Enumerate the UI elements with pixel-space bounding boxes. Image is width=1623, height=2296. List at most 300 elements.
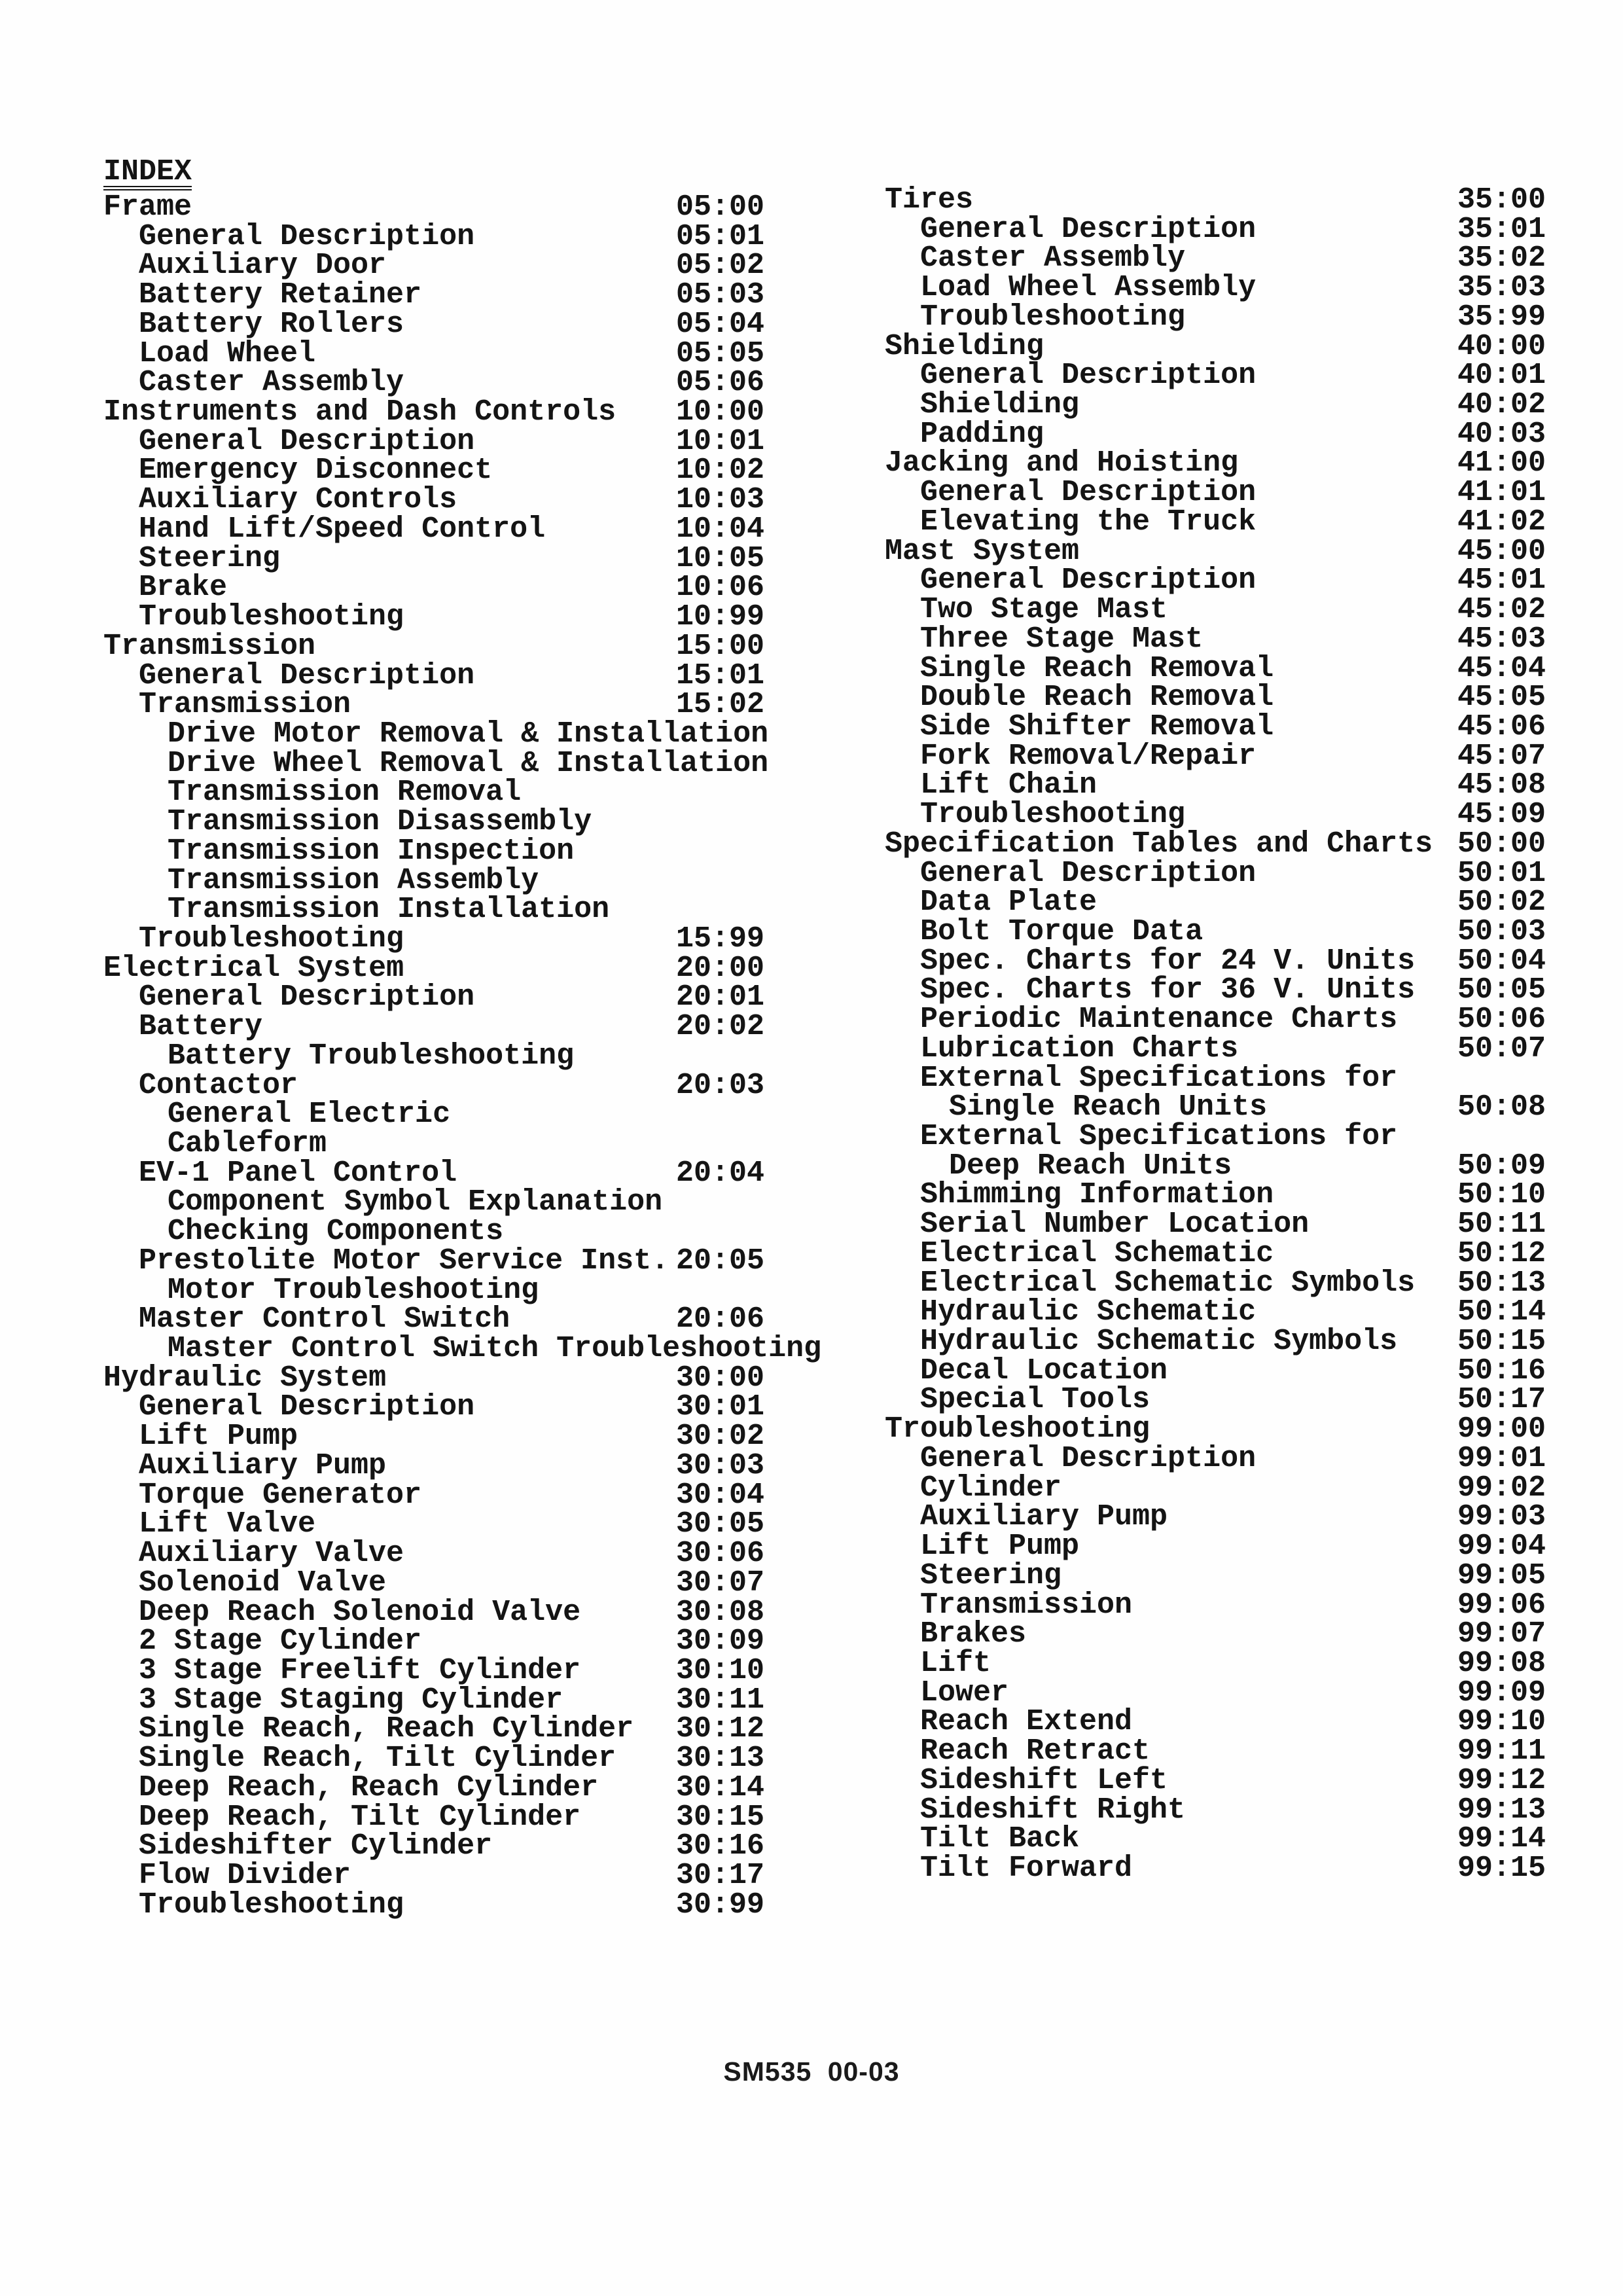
entry-label: Motor Troubleshooting <box>168 1273 539 1307</box>
index-row <box>103 1361 764 1395</box>
entry-label: Bolt Torque Data <box>920 914 1204 948</box>
index-row <box>885 478 1546 508</box>
entry-label: Brakes <box>920 1617 1027 1651</box>
entry-code: 30:13 <box>675 1742 764 1776</box>
entry-label: Deep Reach Units <box>949 1149 1232 1183</box>
entry-label: Lift Valve <box>139 1507 316 1541</box>
index-row <box>103 368 764 398</box>
entry-label: Single Reach Units <box>949 1090 1268 1124</box>
entry-label: Electrical System <box>103 951 404 985</box>
entry-label: Lift Pump <box>920 1530 1080 1564</box>
index-row <box>885 1532 1546 1562</box>
index-row <box>885 417 1546 451</box>
entry-label: Load Wheel Assembly <box>920 271 1257 305</box>
index-row <box>103 573 764 603</box>
index-row <box>885 827 1546 861</box>
index-row <box>885 271 1546 305</box>
index-row <box>103 600 764 634</box>
index-column-right <box>885 183 1546 1885</box>
index-row <box>885 244 1546 274</box>
entry-label: Load Wheel <box>139 336 316 370</box>
index-row <box>885 1412 1546 1446</box>
entry-code: 15:01 <box>675 658 764 692</box>
entry-code: 45:08 <box>1457 768 1546 802</box>
entry-label: Shielding <box>920 388 1080 422</box>
entry-label: Instruments and Dash Controls <box>103 395 616 429</box>
entry-code: 30:16 <box>675 1829 764 1863</box>
entry-label: Contactor <box>139 1068 298 1102</box>
index-row <box>103 951 764 985</box>
index-row <box>103 1185 764 1219</box>
index-row <box>103 1068 764 1102</box>
entry-label: Troubleshooting <box>920 798 1186 832</box>
entry-label: General Description <box>920 564 1257 598</box>
index-row <box>103 895 764 925</box>
entry-code: 05:04 <box>675 307 764 341</box>
entry-label: 2 Stage Cylinder <box>139 1624 422 1659</box>
index-row <box>103 778 764 808</box>
entry-code: 30:06 <box>675 1537 764 1571</box>
entry-label: Transmission Inspection <box>168 834 575 868</box>
entry-code: 50:15 <box>1457 1325 1546 1359</box>
index-row <box>103 456 764 486</box>
entry-label: Prestolite Motor Service Inst. <box>139 1244 669 1278</box>
index-row <box>885 800 1546 830</box>
index-row <box>885 944 1546 978</box>
entry-label: Periodic Maintenance Charts <box>920 1003 1398 1037</box>
entry-label: Shielding <box>885 329 1044 363</box>
entry-code: 99:03 <box>1457 1500 1546 1534</box>
index-row <box>103 1800 764 1834</box>
entry-code: 99:14 <box>1457 1822 1546 1856</box>
index-row <box>103 219 764 253</box>
index-row <box>885 856 1546 890</box>
index-row <box>885 1646 1546 1680</box>
index-row <box>103 1888 764 1922</box>
index-row <box>103 1332 822 1366</box>
entry-label: Transmission <box>103 629 316 663</box>
entry-code: 45:06 <box>1457 709 1546 744</box>
entry-code: 50:07 <box>1457 1031 1546 1066</box>
index-row <box>103 1624 764 1659</box>
index-row <box>885 1793 1546 1827</box>
entry-label: Sideshifter Cylinder <box>139 1829 493 1863</box>
entry-code: 30:00 <box>675 1361 764 1395</box>
entry-label: Shimming Information <box>920 1178 1274 1212</box>
entry-code: 45:03 <box>1457 622 1546 656</box>
entry-code: 50:03 <box>1457 914 1546 948</box>
entry-label: Troubleshooting <box>139 1888 404 1922</box>
index-row <box>103 629 764 663</box>
index-row <box>103 1010 764 1044</box>
entry-label: Battery Rollers <box>139 307 404 341</box>
entry-code: 20:02 <box>675 1010 764 1044</box>
entry-code: 30:04 <box>675 1478 764 1512</box>
entry-code: 05:05 <box>675 336 764 370</box>
index-title-text: INDEX <box>103 160 192 190</box>
entry-label: Reach Extend <box>920 1705 1133 1739</box>
index-row <box>103 1302 764 1336</box>
document-number: SM535 00-03 <box>723 2056 900 2087</box>
entry-label: Troubleshooting <box>139 922 404 956</box>
index-row <box>885 593 1546 627</box>
entry-label: Auxiliary Pump <box>920 1500 1168 1534</box>
entry-code: 30:17 <box>675 1858 764 1892</box>
page-title <box>103 157 764 187</box>
index-row <box>885 1178 1546 1212</box>
index-row <box>885 212 1546 246</box>
index-row <box>103 1858 764 1892</box>
entry-code: 35:02 <box>1457 242 1546 276</box>
entry-code: 99:10 <box>1457 1705 1546 1739</box>
entry-label: Transmission <box>139 688 351 722</box>
entry-label: Troubleshooting <box>139 600 404 634</box>
entry-code: 45:00 <box>1457 534 1546 568</box>
index-row <box>885 739 1546 773</box>
entry-label: Frame <box>103 190 192 224</box>
index-row <box>885 1851 1546 1885</box>
entry-label: Electrical Schematic <box>920 1236 1274 1270</box>
index-row <box>885 1295 1546 1329</box>
entry-label: Transmission Installation <box>168 893 610 927</box>
entry-label: Component Symbol Explanation <box>168 1185 663 1219</box>
entry-label: Troubleshooting <box>920 300 1186 334</box>
index-column-left <box>103 155 822 1922</box>
entry-label: Lower <box>920 1676 1009 1710</box>
entry-label: General Description <box>920 476 1257 510</box>
entry-code: 45:01 <box>1457 564 1546 598</box>
index-row <box>885 1122 1546 1152</box>
index-row <box>103 1390 764 1424</box>
entry-label: Data Plate <box>920 886 1097 920</box>
entry-label: Deep Reach, Reach Cylinder <box>139 1770 599 1804</box>
index-row <box>103 1156 764 1190</box>
index-row <box>103 746 769 780</box>
index-row <box>885 1327 1546 1357</box>
index-row <box>885 1354 1546 1388</box>
entry-label: Troubleshooting <box>885 1412 1150 1446</box>
entry-code: 10:02 <box>675 454 764 488</box>
entry-code: 35:03 <box>1457 271 1546 305</box>
entry-label: Transmission <box>920 1588 1133 1622</box>
entry-code: 50:02 <box>1457 886 1546 920</box>
index-row <box>103 834 764 868</box>
index-row <box>885 361 1546 391</box>
entry-code: 99:02 <box>1457 1471 1546 1505</box>
entry-label: Lift Pump <box>139 1420 298 1454</box>
index-row <box>885 1090 1546 1124</box>
index-row <box>885 768 1546 802</box>
index-row <box>103 717 769 751</box>
entry-label: EV-1 Panel Control <box>139 1156 457 1190</box>
entry-code: 30:12 <box>675 1712 764 1746</box>
entry-label: Single Reach, Reach Cylinder <box>139 1712 634 1746</box>
entry-code: 40:02 <box>1457 388 1546 422</box>
entry-label: Electrical Schematic Symbols <box>920 1266 1416 1300</box>
entry-code: 30:11 <box>675 1683 764 1717</box>
entry-label: Drive Wheel Removal & Installation <box>168 746 769 780</box>
index-row <box>885 566 1546 596</box>
entry-label: Master Control Switch Troubleshooting <box>168 1332 822 1366</box>
entry-code: 50:09 <box>1457 1149 1546 1183</box>
entry-label: Single Reach Removal <box>920 651 1274 685</box>
entry-code: 30:15 <box>675 1800 764 1834</box>
entry-code: 50:11 <box>1457 1208 1546 1242</box>
entry-code: 50:05 <box>1457 973 1546 1007</box>
entry-code: 30:08 <box>675 1595 764 1629</box>
index-row <box>885 709 1546 744</box>
entry-label: Specification Tables and Charts <box>885 827 1433 861</box>
index-row <box>885 1734 1546 1768</box>
index-row <box>103 483 764 517</box>
entry-code: 50:01 <box>1457 856 1546 890</box>
entry-code: 10:06 <box>675 571 764 605</box>
index-row <box>885 183 1546 217</box>
entry-label: Tilt Back <box>920 1822 1080 1856</box>
entry-label: General Description <box>139 980 475 1014</box>
index-row <box>885 888 1546 918</box>
index-row <box>103 1273 764 1307</box>
entry-code: 50:17 <box>1457 1383 1546 1417</box>
index-row <box>885 914 1546 948</box>
index-row <box>103 424 764 458</box>
index-row <box>885 1558 1546 1592</box>
entry-label: Elevating the Truck <box>920 505 1257 539</box>
entry-label: General Description <box>139 1390 475 1424</box>
entry-label: Caster Assembly <box>920 242 1186 276</box>
entry-label: Cylinder <box>920 1471 1062 1505</box>
entry-code: 50:00 <box>1457 827 1546 861</box>
index-row <box>885 622 1546 656</box>
entry-label: 3 Stage Freelift Cylinder <box>139 1653 581 1687</box>
entry-label: Brake <box>139 571 228 605</box>
index-row <box>885 651 1546 685</box>
entry-label: Battery Troubleshooting <box>168 1039 575 1073</box>
entry-code: 30:14 <box>675 1770 764 1804</box>
entry-label: Caster Assembly <box>139 366 404 400</box>
index-row <box>103 1712 764 1746</box>
index-row <box>885 388 1546 422</box>
entry-label: External Specifications for <box>920 1120 1398 1153</box>
entry-code: 45:07 <box>1457 739 1546 773</box>
index-row <box>103 541 764 575</box>
index-row <box>885 329 1546 363</box>
entry-code: 30:01 <box>675 1390 764 1424</box>
entry-label: Steering <box>139 541 281 575</box>
index-row <box>103 1217 764 1247</box>
index-row <box>885 446 1546 480</box>
index-row <box>885 1676 1546 1710</box>
entry-label: 3 Stage Staging Cylinder <box>139 1683 563 1717</box>
index-row <box>885 1822 1546 1856</box>
entry-code: 50:06 <box>1457 1003 1546 1037</box>
entry-code: 40:03 <box>1457 417 1546 451</box>
entry-code: 45:04 <box>1457 651 1546 685</box>
entry-code: 99:04 <box>1457 1530 1546 1564</box>
entry-label: Hydraulic System <box>103 1361 387 1395</box>
entry-label: General Description <box>920 359 1257 393</box>
index-row <box>885 1471 1546 1505</box>
entry-code: 99:00 <box>1457 1412 1546 1446</box>
index-row <box>885 1705 1546 1739</box>
entry-code: 20:05 <box>675 1244 764 1278</box>
entry-code: 30:05 <box>675 1507 764 1541</box>
entry-code: 99:12 <box>1457 1763 1546 1797</box>
entry-label: Spec. Charts for 24 V. Units <box>920 944 1416 978</box>
index-row <box>103 1244 764 1278</box>
index-row <box>885 1441 1546 1475</box>
index-row <box>103 658 764 692</box>
entry-code: 45:09 <box>1457 798 1546 832</box>
index-row <box>103 1744 764 1774</box>
entry-code: 15:02 <box>675 688 764 722</box>
entry-code: 15:00 <box>675 629 764 663</box>
entry-label: General Description <box>139 658 475 692</box>
entry-label: Double Reach Removal <box>920 681 1274 715</box>
entry-code: 20:00 <box>675 951 764 985</box>
entry-label: Transmission Removal <box>168 776 522 810</box>
entry-code: 41:01 <box>1457 476 1546 510</box>
index-row <box>885 683 1546 713</box>
index-row <box>885 300 1546 334</box>
index-row <box>885 1005 1546 1035</box>
entry-label: Steering <box>920 1558 1062 1592</box>
index-row <box>103 863 764 897</box>
entry-label: Jacking and Hoisting <box>885 446 1239 480</box>
index-row <box>103 980 764 1014</box>
index-row <box>103 1595 764 1629</box>
entry-label: Battery Retainer <box>139 278 422 312</box>
entry-label: Hand Lift/Speed Control <box>139 512 546 546</box>
entry-code: 50:08 <box>1457 1090 1546 1124</box>
entry-code: 50:16 <box>1457 1354 1546 1388</box>
index-row <box>885 1061 1546 1095</box>
entry-label: Sideshift Right <box>920 1793 1186 1827</box>
index-row <box>103 336 764 370</box>
entry-code: 41:02 <box>1457 505 1546 539</box>
index-row <box>103 1539 764 1569</box>
entry-code: 10:99 <box>675 600 764 634</box>
entry-code: 05:06 <box>675 366 764 400</box>
entry-label: Auxiliary Controls <box>139 483 457 517</box>
index-row <box>885 973 1546 1007</box>
index-row <box>103 1127 764 1160</box>
index-row <box>103 1478 764 1512</box>
entry-code: 40:01 <box>1457 359 1546 393</box>
entry-label: General Description <box>920 212 1257 246</box>
entry-label: Deep Reach, Tilt Cylinder <box>139 1800 581 1834</box>
entry-label: General Electric <box>168 1098 451 1132</box>
entry-code: 99:09 <box>1457 1676 1546 1710</box>
entry-label: Side Shifter Removal <box>920 709 1274 744</box>
entry-code: 50:04 <box>1457 944 1546 978</box>
entry-code: 99:13 <box>1457 1793 1546 1827</box>
index-row <box>103 251 764 281</box>
entry-label: Emergency Disconnect <box>139 454 493 488</box>
entry-code: 35:99 <box>1457 300 1546 334</box>
entry-code: 10:00 <box>675 395 764 429</box>
entry-code: 20:06 <box>675 1302 764 1336</box>
entry-label: Two Stage Mast <box>920 593 1168 627</box>
entry-label: Lift Chain <box>920 768 1097 802</box>
entry-code: 30:03 <box>675 1448 764 1482</box>
index-row <box>103 1039 764 1073</box>
entry-label: Auxiliary Valve <box>139 1537 404 1571</box>
entry-code: 50:14 <box>1457 1295 1546 1329</box>
entry-label: Sideshift Left <box>920 1763 1168 1797</box>
entry-code: 50:13 <box>1457 1266 1546 1300</box>
index-row <box>885 1031 1546 1066</box>
entry-label: Transmission Disassembly <box>168 805 592 839</box>
entry-label: Reach Retract <box>920 1734 1150 1768</box>
index-row <box>885 1210 1546 1240</box>
index-row <box>103 190 764 224</box>
index-row <box>885 1266 1546 1300</box>
entry-code: 35:00 <box>1457 183 1546 217</box>
index-row <box>885 1500 1546 1534</box>
entry-label: Lift <box>920 1646 991 1680</box>
entry-code: 50:10 <box>1457 1178 1546 1212</box>
index-row <box>885 505 1546 539</box>
entry-label: Spec. Charts for 36 V. Units <box>920 973 1416 1007</box>
entry-code: 99:01 <box>1457 1441 1546 1475</box>
entry-label: Battery <box>139 1010 263 1044</box>
entry-label: Serial Number Location <box>920 1208 1310 1242</box>
entry-label: General Description <box>139 424 475 458</box>
entry-label: Solenoid Valve <box>139 1566 387 1600</box>
index-row <box>103 1422 764 1452</box>
index-row <box>103 307 764 341</box>
entry-label: Hydraulic Schematic <box>920 1295 1257 1329</box>
entry-label: Transmission Assembly <box>168 863 539 897</box>
index-row <box>103 1829 764 1863</box>
page-footer <box>0 2056 1623 2087</box>
entry-code: 35:01 <box>1457 212 1546 246</box>
entry-code: 50:12 <box>1457 1236 1546 1270</box>
entry-label: Cableform <box>168 1127 327 1160</box>
entry-label: Padding <box>920 417 1044 451</box>
entry-code: 99:15 <box>1457 1851 1546 1885</box>
entry-code: 05:03 <box>675 278 764 312</box>
entry-code: 30:99 <box>675 1888 764 1922</box>
entry-code: 20:03 <box>675 1068 764 1102</box>
entry-label: Flow Divider <box>139 1858 351 1892</box>
entry-code: 05:01 <box>675 219 764 253</box>
entry-code: 45:02 <box>1457 593 1546 627</box>
entry-code: 10:01 <box>675 424 764 458</box>
entry-label: General Description <box>920 856 1257 890</box>
entry-label: General Description <box>920 1441 1257 1475</box>
entry-code: 99:07 <box>1457 1617 1546 1651</box>
entry-label: Torque Generator <box>139 1478 422 1512</box>
entry-label: Auxiliary Pump <box>139 1448 387 1482</box>
entry-label: General Description <box>139 219 475 253</box>
entry-label: Hydraulic Schematic Symbols <box>920 1325 1398 1359</box>
index-row <box>103 278 764 312</box>
entry-code: 10:04 <box>675 512 764 546</box>
entry-label: Master Control Switch <box>139 1302 510 1336</box>
entry-code: 99:05 <box>1457 1558 1546 1592</box>
entry-code: 99:06 <box>1457 1588 1546 1622</box>
index-row <box>103 1100 764 1130</box>
entry-label: Three Stage Mast <box>920 622 1204 656</box>
index-row <box>103 1448 764 1482</box>
entry-label: Lubrication Charts <box>920 1031 1239 1066</box>
entry-label: Fork Removal/Repair <box>920 739 1257 773</box>
entry-label: Drive Motor Removal & Installation <box>168 717 769 751</box>
entry-code: 10:03 <box>675 483 764 517</box>
index-row <box>885 534 1546 568</box>
